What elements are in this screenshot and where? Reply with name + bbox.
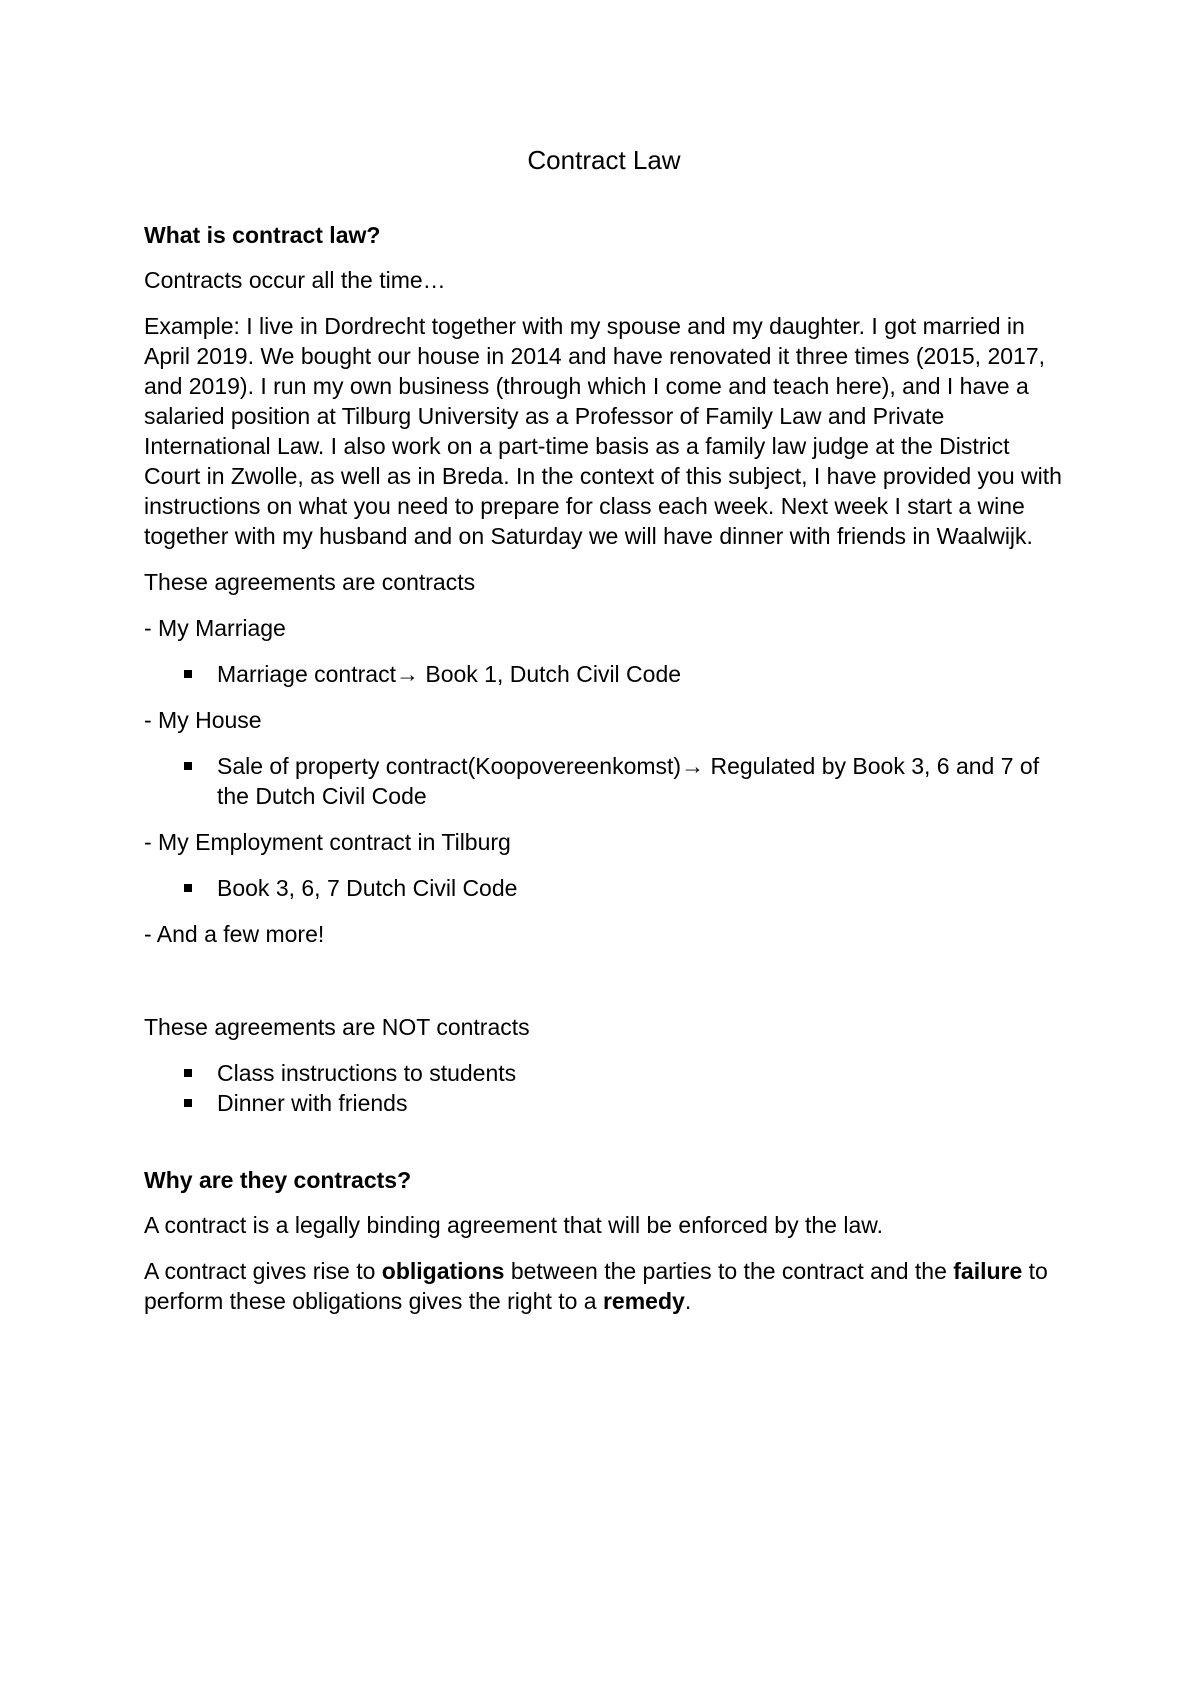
square-bullet-icon xyxy=(184,670,192,678)
document-title: Contract Law xyxy=(527,145,681,175)
obligations-text-2: between the parties to the contract and the xyxy=(504,1258,954,1284)
marriage-bullet-rest: Book 1, Dutch Civil Code xyxy=(418,661,682,687)
list-item xyxy=(144,751,1064,811)
obligations-text-3: to perform these obligations gives the right to a xyxy=(144,1258,1048,1314)
employment-bullet-text: Book 3, 6, 7 Dutch Civil Code xyxy=(217,875,518,901)
list-item xyxy=(144,1058,1064,1088)
list-item xyxy=(144,659,1064,689)
intro-paragraph: Contracts occur all the time… xyxy=(144,267,446,293)
marriage-label: - My Marriage xyxy=(144,615,286,641)
house-label: - My House xyxy=(144,707,262,733)
not-contract-item-1: Class instructions to students xyxy=(217,1060,517,1086)
square-bullet-icon xyxy=(184,762,192,770)
failure-bold-term: failure xyxy=(953,1258,1023,1284)
list-item xyxy=(144,1088,1064,1118)
square-bullet-icon xyxy=(184,1069,192,1077)
marriage-bullet-list xyxy=(144,659,1064,689)
obligations-paragraph xyxy=(144,1256,1064,1316)
contracts-label: These agreements are contracts xyxy=(144,569,476,595)
employment-bullet-list xyxy=(144,873,1064,903)
obligations-text-1: A contract gives rise to xyxy=(144,1258,382,1284)
definition-paragraph: A contract is a legally binding agreement that will be enforced by the law. xyxy=(144,1212,883,1238)
arrow-right-icon: → xyxy=(395,661,419,687)
not-contract-item-2: Dinner with friends xyxy=(217,1090,408,1116)
employment-label: - My Employment contract in Tilburg xyxy=(144,829,511,855)
square-bullet-icon xyxy=(184,1099,192,1107)
house-bullet-list xyxy=(144,751,1064,811)
not-contracts-bullet-list xyxy=(144,1058,1064,1118)
remedy-bold-term: remedy xyxy=(602,1288,685,1314)
house-bullet-text: Sale of property contract(Koopovereenkomst) xyxy=(217,753,682,779)
house-bullet-rest: Regulated by Book 3, 6 and 7 of the Dutch Civil Code xyxy=(217,753,1040,809)
blank-line xyxy=(144,1118,1064,1165)
obligations-text-4: . xyxy=(684,1288,692,1314)
document-body xyxy=(144,142,1064,1332)
example-paragraph: Example: I live in Dordrecht together with my spouse and my daughter. I got married in April 2019. We bought our house in 2014 and have renovated it three times (2015, 2017, and 2019). I run my own business (through which I come and teach here), and I have a salaried position at Tilburg University as a Professor of Family Law and Private International Law. I also work on a part-time basis as a family law judge at the District Court in Zwolle, as well as in Breda. In the context of this subject, I have provided you with instructions on what you need to prepare for class each week. Next week I start a wine together with my husband and on Saturday we will have dinner with friends in Waalwijk. xyxy=(144,313,1062,549)
list-item xyxy=(144,873,1064,903)
obligations-bold-term: obligations xyxy=(381,1258,505,1284)
marriage-bullet-text: Marriage contract xyxy=(217,661,396,687)
section-heading-why-contracts: Why are they contracts? xyxy=(144,1167,412,1193)
section-heading-what-is-contract-law: What is contract law? xyxy=(144,222,381,248)
more-label: - And a few more! xyxy=(144,921,325,947)
square-bullet-icon xyxy=(184,884,192,892)
arrow-right-icon: → xyxy=(681,753,705,779)
blank-line xyxy=(144,965,1064,1012)
not-contracts-label: These agreements are NOT contracts xyxy=(144,1014,530,1040)
